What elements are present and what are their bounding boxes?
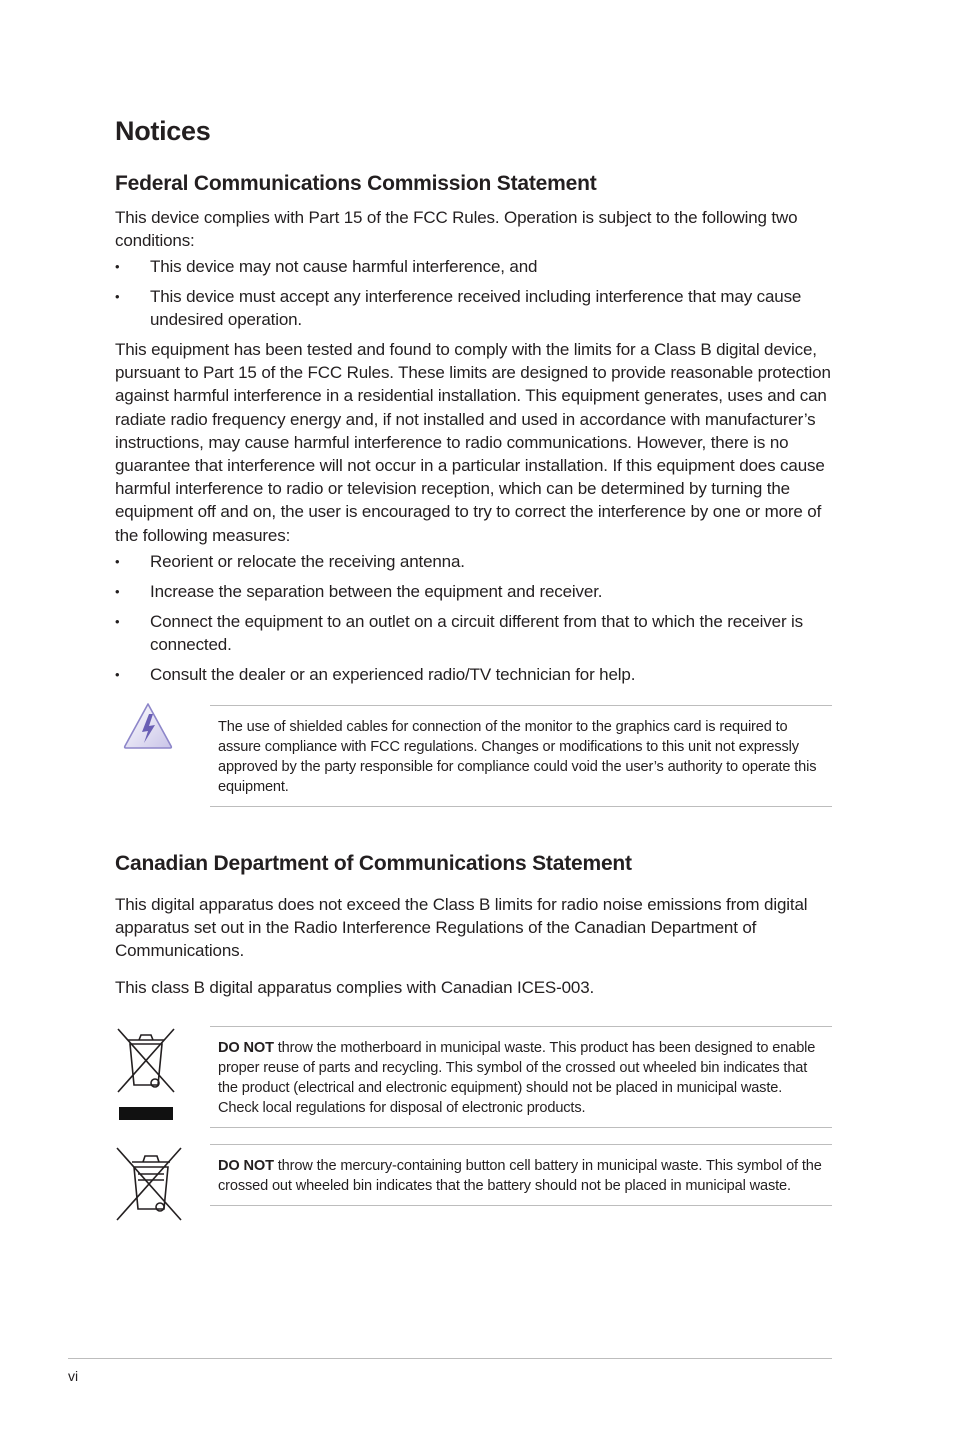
crossed-wheeled-bin-icon	[115, 1026, 177, 1129]
fcc-body-paragraph: This equipment has been tested and found to comply with the limits for a Class B digital device, pursuant to Part 15 of the FCC Rules. These limits are designed to provide reasonable protection against harmful interference in a residential installation. This equipment generates, uses and can radiate radio frequency energy and, if not installed and used in accordance with manufacturer’s instructions, may cause harmful interference to radio communications. However, there is no guarantee that interference will not occur in a particular installation. If this equipment does cause harmful interference to radio or television reception, which can be determined by turning the equipment off and on, the user is encouraged to try to correct the interference by one or more of the following measures:	[115, 340, 831, 545]
list-item: • Connect the equipment to an outlet on a circuit different from that to which the receiver is connected.	[115, 610, 835, 656]
fcc-conditions-list	[115, 255, 835, 338]
canada-paragraph-1: This digital apparatus does not exceed the Class B limits for radio noise emissions from digital apparatus set out in the Radio Interference Regulations of the Canadian Department of Communications.	[115, 895, 808, 961]
canada-paragraph-2: This class B digital apparatus complies with Canadian ICES-003.	[115, 978, 595, 997]
warning-icon	[122, 701, 174, 756]
fcc-section-title: Federal Communications Commission Statement	[115, 172, 597, 195]
warning-note-text: The use of shielded cables for connection of the monitor to the graphics card is required to assure compliance with FCC regulations. Changes or modifications to this unit not expressly approved by the party responsible for compliance could void the user’s authority to operate this equipment.	[218, 719, 817, 795]
disposal-note-text: DO NOT throw the motherboard in municipal waste. This product has been designed to enable proper reuse of parts and recycling. This symbol of the crossed out wheeled bin indicates that the product (electrical and electronic equipment) should not be placed in municipal waste. Check local regulations for disposal of electronic products.	[218, 1040, 816, 1116]
list-item: • Reorient or relocate the receiving antenna.	[115, 550, 835, 573]
list-item: • This device must accept any interference received including interference that may cause undesired operation.	[115, 285, 835, 331]
do-not-label: DO NOT	[218, 1158, 274, 1174]
do-not-label: DO NOT	[218, 1040, 274, 1056]
page-title: Notices	[115, 116, 211, 146]
list-item: • Increase the separation between the equipment and receiver.	[115, 580, 835, 603]
footer-divider	[68, 1358, 832, 1359]
list-item: • Consult the dealer or an experienced radio/TV technician for help.	[115, 663, 835, 686]
disposal-note-battery	[210, 1144, 832, 1206]
fcc-intro-paragraph: This device complies with Part 15 of the FCC Rules. Operation is subject to the following two conditions:	[115, 208, 798, 251]
page-number: vi	[68, 1368, 79, 1384]
crossed-bin-battery-icon	[114, 1145, 186, 1228]
fcc-warning-note	[210, 705, 832, 807]
disposal-note-text: DO NOT throw the mercury-containing button cell battery in municipal waste. This symbol of the crossed out wheeled bin indicates that the battery should not be placed in municipal waste.	[218, 1158, 822, 1194]
list-item: • This device may not cause harmful interference, and	[115, 255, 835, 278]
canada-section-title: Canadian Department of Communications Statement	[115, 852, 632, 875]
disposal-note-motherboard	[210, 1026, 832, 1128]
fcc-measures-list	[115, 550, 835, 692]
